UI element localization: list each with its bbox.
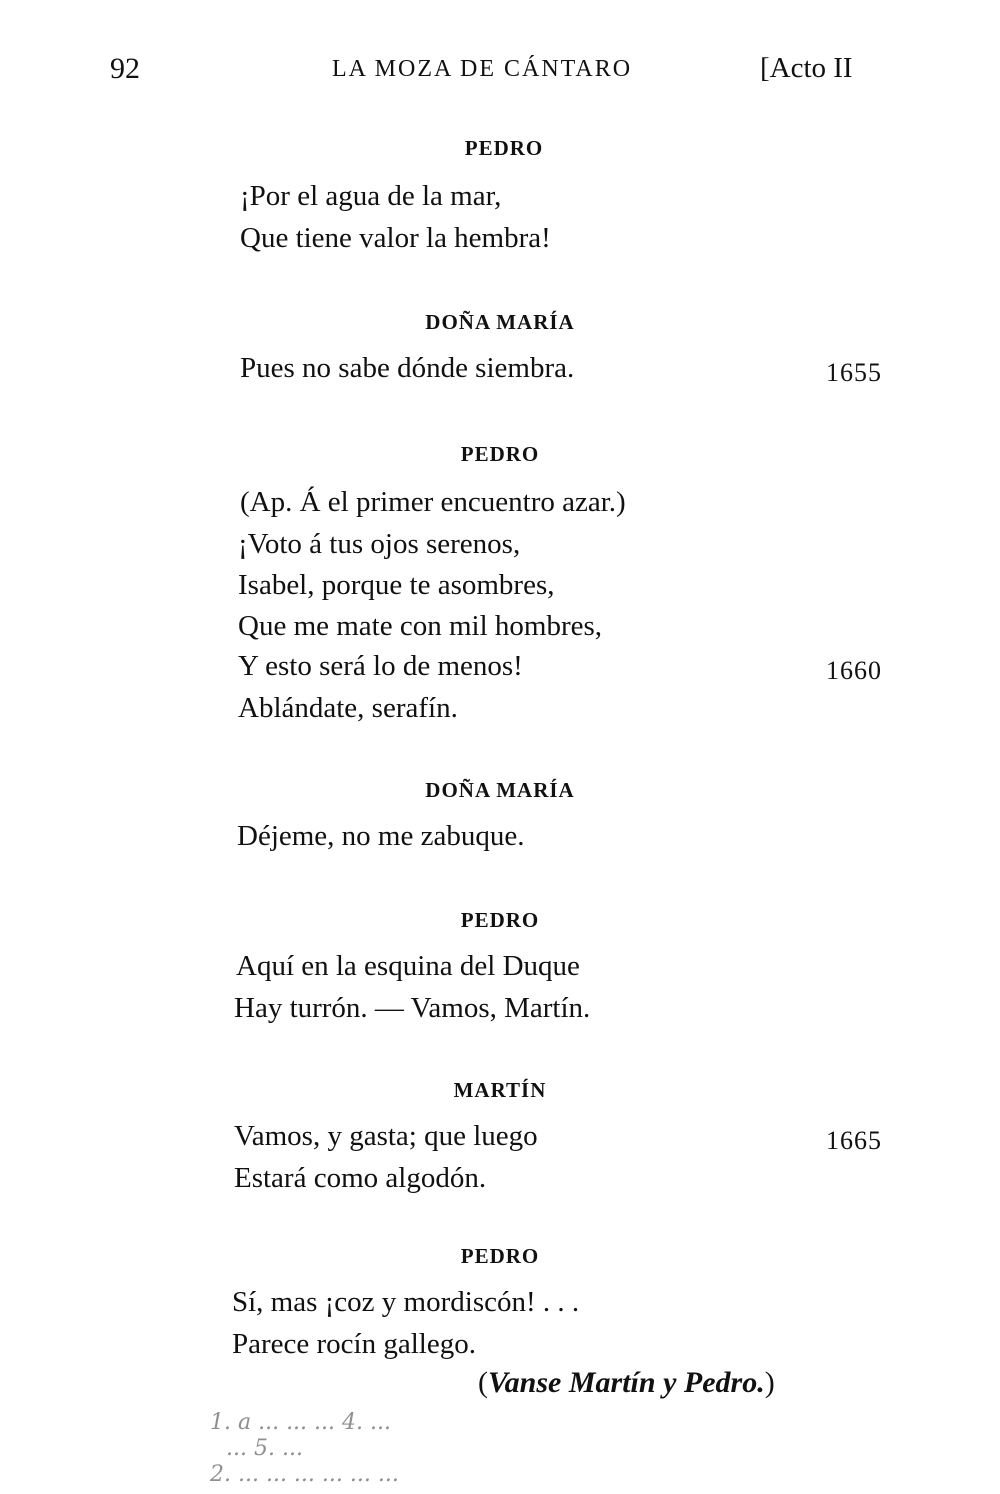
speaker-name: PEDRO bbox=[460, 442, 540, 466]
page-number: 92 bbox=[110, 52, 140, 85]
verse-line: Que me mate con mil hombres, bbox=[238, 610, 603, 642]
line-number: 1660 bbox=[826, 656, 882, 685]
verse-line: Que tiene valor la hembra! bbox=[240, 222, 551, 254]
stage-direction bbox=[478, 1366, 775, 1400]
verse-line: Isabel, porque te asombres, bbox=[238, 569, 555, 601]
verse-line: Aquí en la esquina del Duque bbox=[236, 950, 580, 982]
handwritten-note: 2. ... ... ... ... ... ... bbox=[210, 1462, 399, 1487]
page-header bbox=[0, 52, 1000, 92]
stage-direction-text: Vanse Martín y Pedro. bbox=[488, 1366, 765, 1399]
handwritten-note: ... 5. ... bbox=[226, 1436, 303, 1461]
verse-line: Estará como algodón. bbox=[234, 1162, 487, 1194]
speaker-name: MARTÍN bbox=[453, 1078, 547, 1102]
speaker-name: PEDRO bbox=[464, 136, 544, 160]
verse-line: Pues no sabe dónde siembra. bbox=[240, 352, 575, 384]
stage-close-paren: ) bbox=[764, 1366, 775, 1399]
verse-line: ¡Por el agua de la mar, bbox=[240, 180, 502, 212]
verse-line: Vamos, y gasta; que luego bbox=[234, 1120, 538, 1152]
stage-open-paren: ( bbox=[478, 1366, 488, 1399]
line-number: 1655 bbox=[826, 358, 882, 387]
speaker-name: DOÑA MARÍA bbox=[425, 778, 575, 802]
verse-line: Ablándate, serafín. bbox=[238, 692, 458, 724]
handwritten-note: 1. a ... ... ... 4. ... bbox=[210, 1410, 391, 1435]
verse-line: Hay turrón. — Vamos, Martín. bbox=[234, 992, 591, 1024]
speaker-name: PEDRO bbox=[460, 908, 540, 932]
running-title: LA MOZA DE CÁNTARO bbox=[332, 56, 633, 82]
verse-line: ¡Voto á tus ojos serenos, bbox=[238, 528, 521, 560]
speaker-name: DOÑA MARÍA bbox=[425, 310, 575, 334]
verse-line: Sí, mas ¡coz y mordiscón! . . . bbox=[232, 1286, 580, 1318]
speaker-name: PEDRO bbox=[460, 1244, 540, 1268]
line-number: 1665 bbox=[826, 1126, 882, 1155]
verse-line: Y esto será lo de menos! bbox=[238, 650, 523, 682]
verse-line: (Ap. Á el primer encuentro azar.) bbox=[240, 486, 626, 518]
act-label: [Acto II bbox=[760, 52, 853, 84]
verse-line: Déjeme, no me zabuque. bbox=[237, 820, 525, 852]
verse-line: Parece rocín gallego. bbox=[232, 1328, 476, 1360]
